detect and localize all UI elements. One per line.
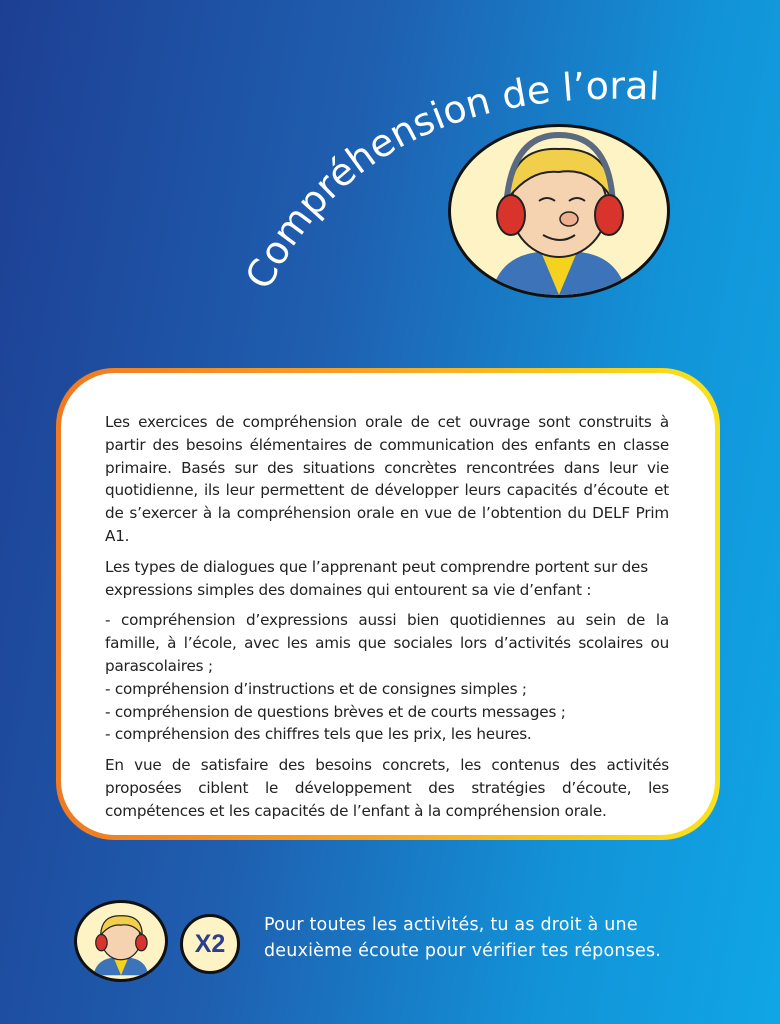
intro-frame — [56, 368, 720, 840]
intro-closing: En vue de satisfaire des besoins concrets, les contenus des activités proposées ciblent le développement des stratégies d’écoute, les compétences et les capacités de l’enfant à la compréhension orale. — [105, 756, 669, 820]
page-title — [0, 0, 780, 330]
list-item: - compréhension d’expressions aussi bien quotidiennes au sein de la famille, à l’école, avec les amis que sociales lors d’activités scolaires ou parascolaires ; — [105, 611, 669, 675]
listen-twice-note — [264, 912, 661, 964]
boy-with-headphones-illustration — [448, 124, 670, 298]
intro-text — [61, 373, 715, 835]
note-line-2: deuxième écoute pour vérifier tes réponses. — [264, 941, 662, 961]
listen-twice-badge: X2 — [180, 914, 240, 974]
list-item: - compréhension de questions brèves et de courts messages ; — [105, 702, 566, 721]
note-line-1: Pour toutes les activités, tu as droit à une — [264, 915, 638, 935]
intro-paragraph-2: Les types de dialogues que l’apprenant peut comprendre portent sur des expressions simples des domaines qui entourent sa vie d’enfant : — [105, 557, 648, 599]
list-item: - compréhension d’instructions et de consignes simples ; — [105, 679, 527, 698]
list-item: - compréhension des chiffres tels que les prix, les heures. — [105, 725, 532, 744]
title-text: Compréhension de l’oral — [236, 63, 661, 296]
skills-list — [105, 609, 669, 746]
small-boy-illustration — [74, 900, 168, 982]
intro-paragraph-1: Les exercices de compréhension orale de cet ouvrage sont construits à partir des besoins élémentaires de communication des enfants en classe primaire. Basés sur des situations concrètes rencontrées dans leur vie quotidienne, ils leur permettent de développer leurs capacités d’écoute et de s’exercer à la compréhension orale en vue de l’obtention du DELF Prim A1. — [105, 413, 669, 545]
